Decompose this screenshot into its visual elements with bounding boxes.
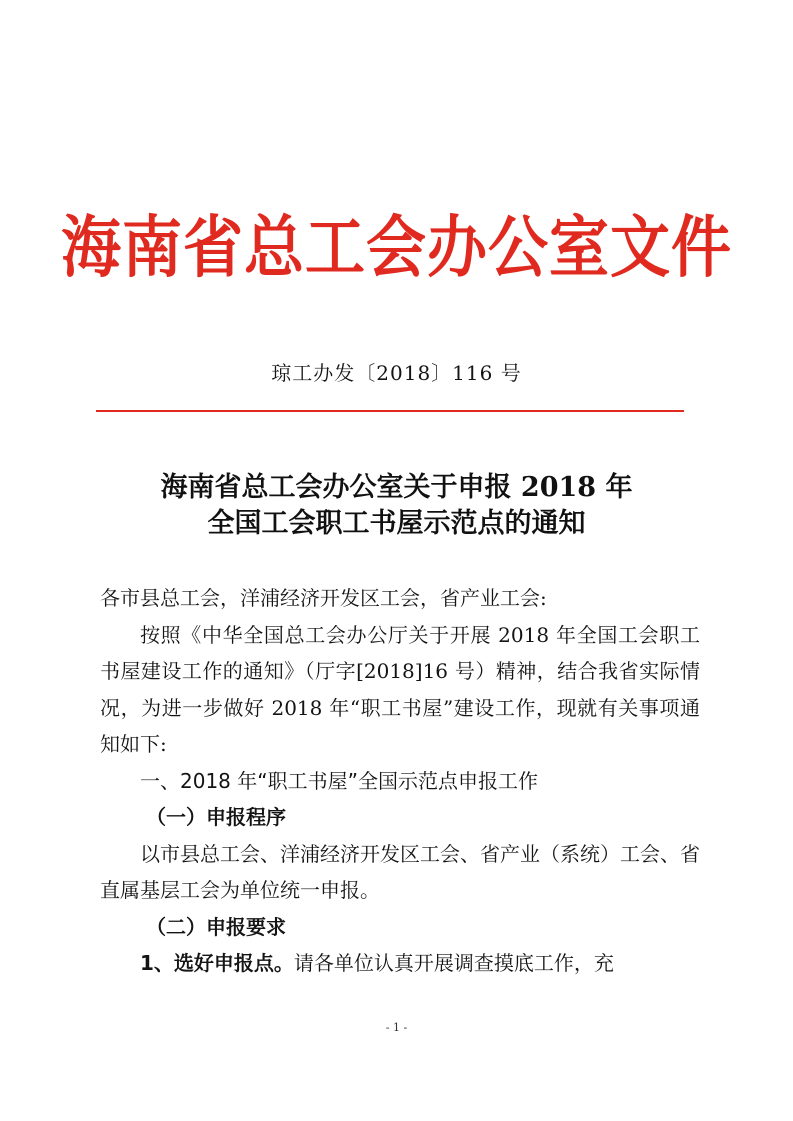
section-heading-1: 一、2018 年“职工书屋”全国示范点申报工作 (140, 768, 538, 793)
issuer-title: 海南省总工会办公室文件 (61, 208, 732, 288)
page-number: - 1 - (385, 1021, 408, 1034)
subsection-1-paragraph: 以市县总工会、洋浦经济开发区工会、省产业（系统）工会、省直属基层工会为单位统一申报。 (100, 841, 700, 902)
subsection-heading-2: （二）申报要求 (146, 914, 286, 939)
document-title-line-2: 全国工会职工书屋示范点的通知 (207, 508, 586, 539)
red-divider (96, 410, 684, 412)
document-number: 琼工办发〔2018〕116 号 (271, 361, 522, 385)
document-title-line-1: 海南省总工会办公室关于申报 2018 年 (160, 472, 633, 503)
recipients-line: 各市县总工会，洋浦经济开发区工会，省产业工会: (100, 586, 547, 610)
intro-paragraph: 按照《中华全国总工会办公厅关于开展 2018 年全国工会职工书屋建设工作的通知》（厅字[2018]16 号）精神，结合我省实际情况，为进一步做好 2018 年“职工书屋”建设工作，现就有关事项通知如下: (100, 622, 700, 756)
item-1-text: 请各单位认真开展调查摸底工作，充 (293, 951, 614, 975)
document-body (100, 580, 700, 982)
item-1-paragraph (100, 945, 700, 982)
subsection-heading-1: （一）申报程序 (146, 805, 286, 829)
document-title (0, 470, 793, 542)
item-1-lead: 1、选好申报点。 (140, 951, 294, 975)
